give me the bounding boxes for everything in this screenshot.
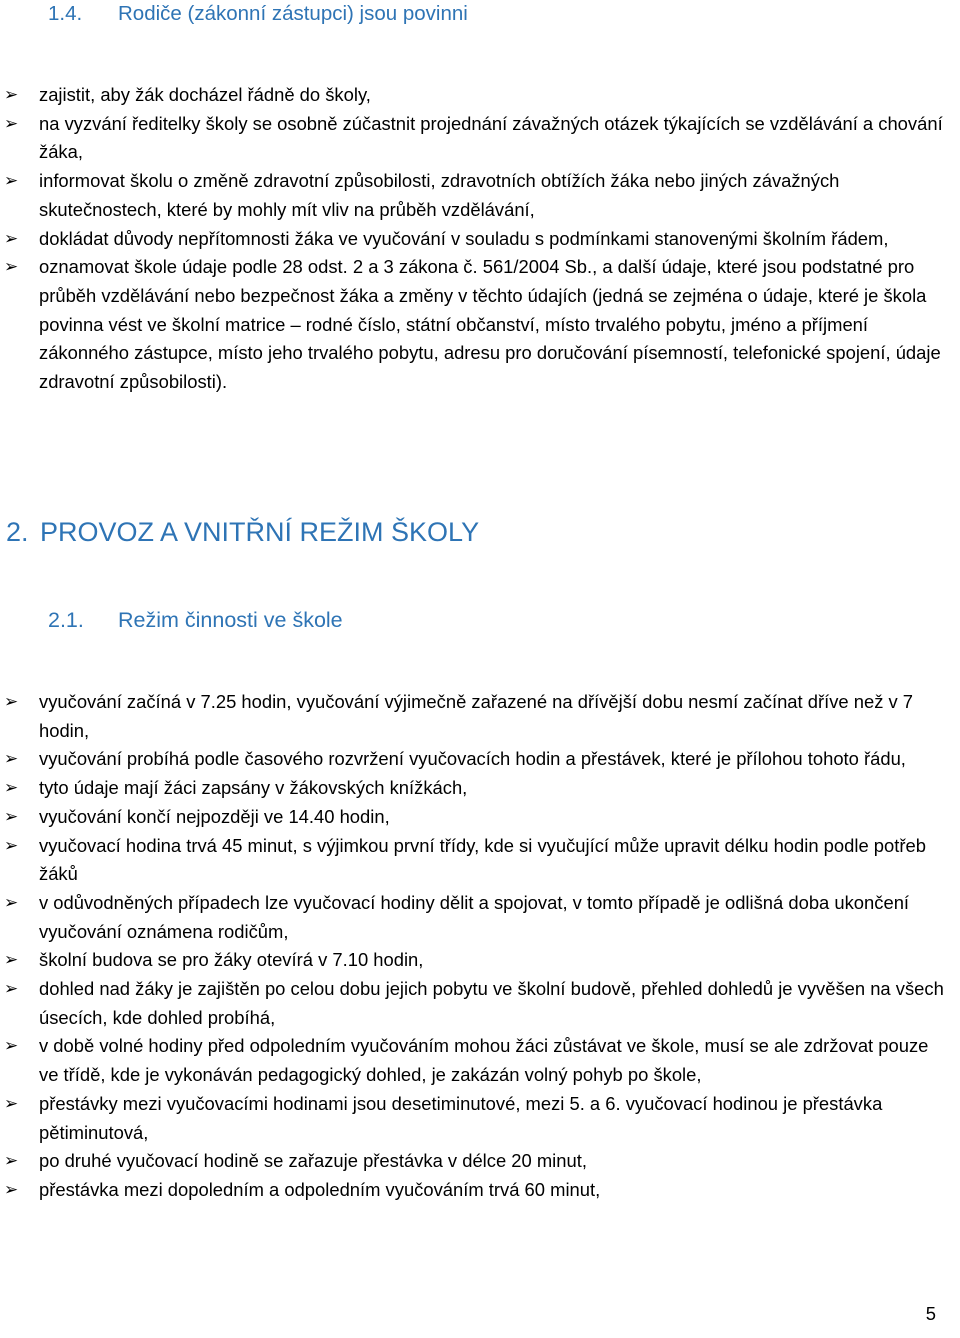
list-item — [0, 1032, 945, 1089]
list-item-text: přestávka mezi dopoledním a odpoledním vyučováním trvá 60 minut, — [39, 1178, 601, 1200]
arrowhead-bullet-icon: ➢ — [4, 692, 19, 711]
list-item — [0, 1147, 945, 1176]
list-item — [0, 167, 945, 224]
list-item — [0, 1176, 945, 1205]
list-item — [0, 1090, 945, 1147]
list-item-text: vyučování probíhá podle časového rozvržení vyučovacích hodin a přestávek, které je přílohou tohoto řádu, — [39, 748, 906, 770]
list-item — [0, 975, 945, 1032]
list-item-text: informovat školu o změně zdravotní způsobilosti, zdravotních obtížích žáka nebo jiných závažných skutečnostech, které by mohly mít vliv na průběh vzdělávání, — [39, 170, 840, 220]
arrowhead-bullet-icon: ➢ — [4, 113, 19, 133]
list-item-text: tyto údaje mají žáci zapsány v žákovských knížkách, — [39, 777, 468, 799]
list-item-text: přestávky mezi vyučovacími hodinami jsou desetiminutové, mezi 5. a 6. vyučovací hodinou je přestávka pětiminutová, — [39, 1092, 883, 1143]
list-item-text: v době volné hodiny před odpoledním vyučováním mohou žáci zůstávat ve škole, musí se ale zdržovat pouze ve třídě, kde je vykonáván pedagogický dohled, je zakázán volný pohyb po škole, — [39, 1035, 929, 1086]
section-title: Rodiče (zákonní zástupci) jsou povinni — [118, 2, 468, 25]
arrowhead-bullet-icon: ➢ — [4, 1093, 19, 1113]
list-item-text: oznamovat škole údaje podle 28 odst. 2 a 3 zákona č. 561/2004 Sb., a další údaje, které jsou podstatné pro průběh vzdělávání nebo bezpečnost žáka a změny v těchto údajích (jedná se zejména o údaje, které je škola povinna vést ve školní matrice – rodné číslo, státní občanství, místo trvalého pobytu, jméno a příjmení zákonného zástupce, místo jeho trvalého pobytu, adresu pro doručování písemností, telefonické spojení, údaje zdravotní způsobilosti). — [39, 256, 941, 393]
arrowhead-bullet-icon: ➢ — [4, 950, 19, 970]
section-title: Režim činnosti ve škole — [118, 608, 343, 632]
list-item-text: zajistit, aby žák docházel řádně do školy, — [39, 84, 371, 105]
list-item — [0, 253, 945, 397]
list-item — [0, 745, 945, 774]
chapter-heading-2 — [6, 517, 479, 548]
arrowhead-bullet-icon: ➢ — [4, 892, 19, 912]
section-number: 1.4. — [48, 2, 83, 25]
list-item-text: v odůvodněných případech lze vyučovací hodiny dělit a spojovat, v tomto případě je odlišná doba ukončení vyučování oznámena rodičům, — [39, 891, 910, 942]
arrowhead-bullet-icon: ➢ — [4, 257, 19, 277]
list-item — [0, 688, 945, 745]
list-item — [0, 774, 945, 803]
list-item — [0, 225, 945, 254]
list-item — [0, 110, 945, 167]
arrowhead-bullet-icon: ➢ — [4, 85, 19, 104]
list-item-text: vyučovací hodina trvá 45 minut, s výjimkou první třídy, kde si vyučující může upravit délku hodin podle potřeb žáků — [39, 834, 926, 885]
chapter-number: 2. — [6, 517, 29, 547]
list-item — [0, 803, 945, 832]
arrowhead-bullet-icon: ➢ — [4, 778, 19, 798]
chapter-title: PROVOZ A VNITŘNÍ REŽIM ŠKOLY — [40, 517, 480, 547]
page-number: 5 — [925, 1303, 936, 1324]
list-item — [0, 832, 945, 889]
list-item — [0, 81, 945, 110]
list-item-text: dokládat důvody nepřítomnosti žáka ve vyučování v souladu s podmínkami stanovenými školním řádem, — [39, 227, 889, 249]
list-item-text: na vyzvání ředitelky školy se osobně zúčastnit projednání závažných otázek týkajících se vzdělávání a chování žáka, — [39, 112, 943, 163]
section-number: 2.1. — [48, 608, 84, 632]
arrowhead-bullet-icon: ➢ — [4, 171, 19, 191]
arrowhead-bullet-icon: ➢ — [4, 1151, 19, 1171]
parents-duties-list — [0, 81, 945, 397]
list-item-text: školní budova se pro žáky otevírá v 7.10 hodin, — [39, 949, 424, 971]
arrowhead-bullet-icon: ➢ — [4, 1179, 19, 1199]
arrowhead-bullet-icon: ➢ — [4, 1036, 19, 1056]
list-item-text: vyučování začíná v 7.25 hodin, vyučování výjimečně zařazené na dřívější dobu nesmí začínat dříve než v 7 hodin, — [39, 691, 914, 741]
list-item — [0, 946, 945, 975]
list-item — [0, 889, 945, 946]
arrowhead-bullet-icon: ➢ — [4, 749, 19, 769]
list-item-text: vyučování končí nejpozději ve 14.40 hodin, — [39, 805, 390, 827]
arrowhead-bullet-icon: ➢ — [4, 979, 19, 999]
list-item-text: dohled nad žáky je zajištěn po celou dobu jejich pobytu ve školní budově, přehled dohledů je vyvěšen na všech úsecích, kde dohled probíhá, — [39, 978, 944, 1028]
section-heading-1-4 — [48, 2, 468, 26]
arrowhead-bullet-icon: ➢ — [4, 835, 19, 855]
arrowhead-bullet-icon: ➢ — [4, 228, 19, 248]
section-heading-2-1 — [48, 608, 343, 633]
list-item-text: po druhé vyučovací hodině se zařazuje přestávka v délce 20 minut, — [39, 1150, 587, 1172]
arrowhead-bullet-icon: ➢ — [4, 806, 19, 826]
school-operation-list — [0, 688, 945, 1205]
